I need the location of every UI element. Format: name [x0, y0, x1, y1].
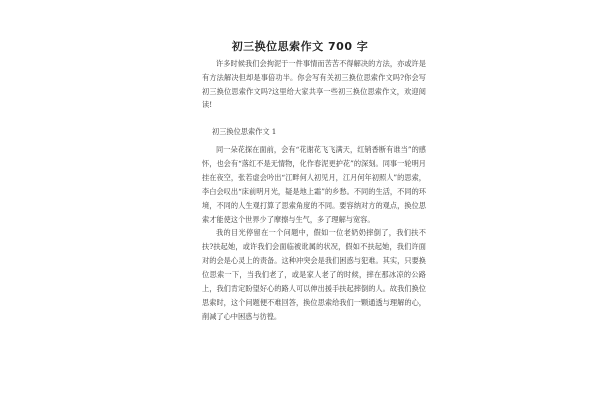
essay-paragraph: 我的目光停留在一个问题中，假如一位老奶奶摔倒了，我们扶不扶?扶起她，或许我们会面临被讹属的状况，假如不扶起她，我们许面对的会是心灵上的责备。这种冲突会是我们困惑与犯难。其实，只要换位思索一下，当我们老了，或是家人老了的时候，摔在那冰凉的公路上，我们肯定盼望好心的路人可以伸出援手扶起摔倒的人。故我们换位思索时，这个问题便不难回答，换位思索给我们一颗通透与理解的心，削减了心中困惑与彷徨。: [202, 228, 426, 321]
intro-paragraph: 许多时候我们会拘泥于一件事情而苦苦不得解决的方法，亦或许是有方法解决但却是事倍功半。你会写有关初三换位思索作文吗?你会写初三换位思索作文吗?这里给大家共享一些初三换位思索作文，欢迎阅读!: [202, 59, 426, 110]
document-title: 初三换位思索作文 700 字: [231, 40, 369, 53]
section-heading: 初三换位思索作文 1: [212, 127, 277, 136]
essay-body: [202, 143, 426, 324]
essay-paragraph: 同一朵花探在面前，会有“花谢花飞飞满天，红销香断有谁当”的感怀，也会有“落红不是无情物，化作春泥更护花”的深刻。同事一轮明月挂在夜空，张若虚会吟出“江畔何人初见月，江月何年初照人”的思索，李白会叹出“床前明月光，疑是地上霜”的乡愁。不同的生活，不同的环境，不同的人生观打算了思索角度的不同。要容纳对方的观点，换位思索才能使这个世界少了摩擦与生气，多了理解与宽容。: [202, 145, 426, 224]
